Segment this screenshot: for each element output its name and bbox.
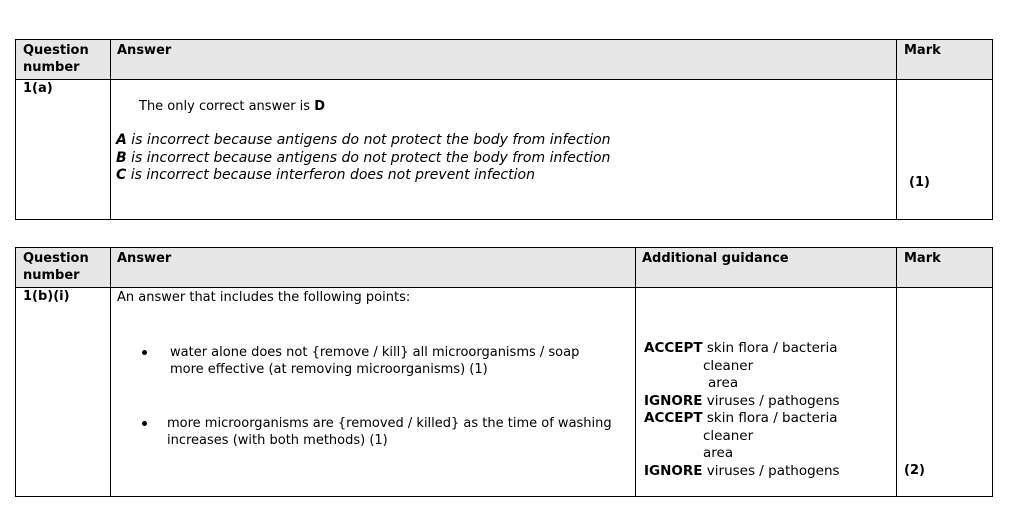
guidance-accept-1 (644, 340, 838, 358)
mark-value: (2) (904, 463, 925, 478)
explanation-line-b (116, 150, 610, 168)
guidance-accept-1-line3: area (708, 375, 739, 391)
header-answer: Answer (117, 251, 172, 266)
explanation-letter: A (116, 132, 127, 148)
bullet-icon (142, 421, 147, 426)
guidance-accept-1-line2: cleaner (703, 357, 754, 374)
column-divider (635, 248, 636, 496)
header-question-number: Question number (23, 43, 89, 75)
bullet-icon (142, 350, 147, 355)
guidance-keyword: IGNORE (644, 462, 703, 479)
guidance-keyword: IGNORE (644, 392, 703, 409)
header-answer: Answer (117, 43, 172, 58)
correct-answer-statement (139, 98, 325, 115)
answer-intro: An answer that includes the following points: (117, 290, 411, 305)
correct-answer-prefix: The only correct answer is (139, 99, 315, 114)
marking-point-2-line1: more microorganisms are {removed / killed} as the time of washing (167, 416, 612, 431)
explanation-letter: B (116, 149, 127, 166)
header-question-number: Question number (23, 251, 89, 283)
column-divider (896, 40, 897, 219)
explanation-line-a (116, 132, 611, 150)
question-number: 1(b)(i) (23, 289, 70, 304)
marking-point-2-line2: increases (with both methods) (1) (167, 433, 388, 448)
guidance-ignore-1 (644, 393, 840, 411)
header-mark: Mark (904, 251, 941, 266)
column-divider (110, 248, 111, 496)
question-number: 1(a) (23, 81, 53, 96)
explanation-text: is incorrect because antigens do not protect the body from infection (126, 149, 611, 166)
guidance-text: skin flora / bacteria (702, 410, 838, 426)
header-additional-guidance: Additional guidance (642, 251, 789, 266)
guidance-text: viruses / pathogens (702, 392, 840, 409)
explanation-line-c (116, 167, 535, 185)
column-divider (110, 40, 111, 219)
guidance-keyword: ACCEPT (644, 340, 703, 356)
correct-answer-letter: D (314, 99, 325, 114)
mark-table-1bi (15, 247, 993, 497)
mark-table-1a (15, 39, 993, 220)
explanation-text: is incorrect because antigens do not protect the body from infection (126, 132, 611, 148)
header-mark: Mark (904, 43, 941, 58)
explanation-text: is incorrect because interferon does not prevent infection (126, 167, 535, 183)
guidance-ignore-2 (644, 463, 840, 481)
column-divider (896, 248, 897, 496)
guidance-accept-2-line3: area (703, 445, 734, 461)
marking-point-1-line1: water alone does not {remove / kill} all microorganisms / soap (170, 345, 580, 360)
mark-value: (1) (909, 175, 930, 190)
guidance-accept-2 (644, 410, 838, 428)
guidance-text: viruses / pathogens (702, 462, 840, 479)
marking-point-1-line2: more effective (at removing microorganisms) (1) (170, 362, 488, 377)
guidance-keyword: ACCEPT (644, 410, 703, 426)
explanation-letter: C (116, 167, 127, 183)
guidance-text: skin flora / bacteria (702, 340, 838, 356)
guidance-accept-2-line2: cleaner (703, 427, 754, 444)
